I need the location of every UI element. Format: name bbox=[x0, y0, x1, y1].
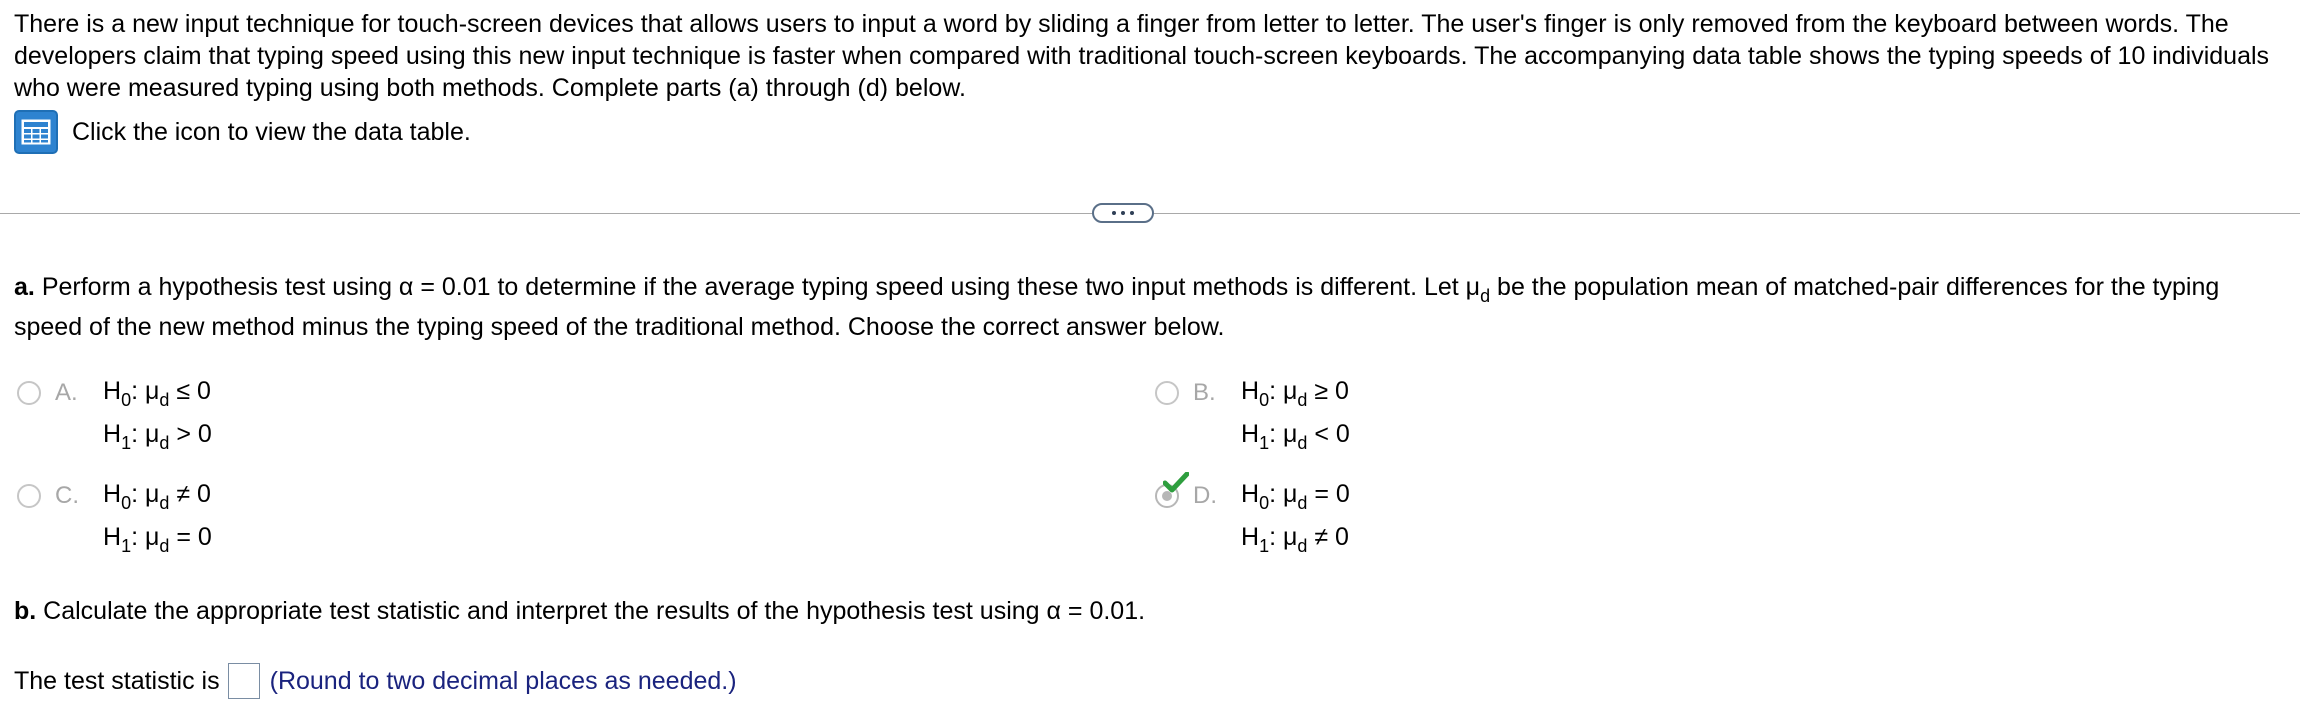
test-statistic-label: The test statistic is bbox=[14, 666, 220, 695]
expand-button[interactable] bbox=[1092, 203, 1154, 223]
data-table-link-text[interactable]: Click the icon to view the data table. bbox=[72, 117, 471, 146]
part-a-subscript: d bbox=[1480, 286, 1491, 306]
option-b-letter: B. bbox=[1193, 379, 1216, 406]
check-mark-icon bbox=[1163, 472, 1189, 494]
part-b-question bbox=[14, 592, 2284, 630]
part-b-label: b. bbox=[14, 597, 37, 625]
option-d-letter: D. bbox=[1193, 482, 1217, 509]
part-a-label: a. bbox=[14, 273, 35, 301]
table-icon[interactable] bbox=[14, 110, 58, 154]
option-b-radio[interactable] bbox=[1155, 381, 1179, 405]
option-c-null-hypothesis: $H_0$: $\mu_d \ne 0$ bbox=[103, 480, 211, 513]
part-a-text-1: Perform a hypothesis test using α = 0.01 to determine if the average typing speed using these two input methods is different. Let μ bbox=[41, 273, 1481, 301]
part-a-question bbox=[14, 268, 2284, 346]
part-b-text: Calculate the appropriate test statistic and interpret the results of the hypothesis test using α = 0.01. bbox=[43, 597, 1146, 625]
test-statistic-input[interactable] bbox=[228, 663, 260, 699]
ellipsis-icon bbox=[1112, 211, 1116, 215]
option-a-radio[interactable] bbox=[17, 381, 41, 405]
option-b-alt-hypothesis: $H_1$: $\mu_d < 0$ bbox=[1241, 420, 1350, 453]
option-a-null-hypothesis: $H_0$: $\mu_d \le 0$ bbox=[103, 377, 211, 410]
option-d-null-hypothesis: $H_0$: $\mu_d = 0$ bbox=[1241, 480, 1350, 513]
option-c-letter: C. bbox=[55, 482, 79, 509]
option-a-alt-hypothesis: $H_1$: $\mu_d > 0$ bbox=[103, 420, 212, 453]
rounding-hint: (Round to two decimal places as needed.) bbox=[269, 666, 737, 695]
option-b-null-hypothesis: $H_0$: $\mu_d \ge 0$ bbox=[1241, 377, 1349, 410]
option-c-alt-hypothesis: $H_1$: $\mu_d = 0$ bbox=[103, 523, 212, 556]
part-a-text-2: be the population mean of matched-pair differences for the typing speed of the new method minus the typing speed of the traditional method. Choose the correct answer below. bbox=[14, 273, 2220, 341]
option-a-letter: A. bbox=[55, 379, 78, 406]
data-table-link[interactable] bbox=[14, 110, 471, 154]
test-statistic-row bbox=[14, 660, 737, 702]
problem-intro: There is a new input technique for touch-screen devices that allows users to input a word by sliding a finger from letter to letter. The user's finger is only removed from the keyboard between words. The developers claim that typing speed using this new input technique is faster when compared with traditional touch-screen keyboards. The accompanying data table shows the typing speeds of 10 individuals who were measured typing using both methods. Complete parts (a) through (d) below. bbox=[14, 10, 2270, 102]
option-c-radio[interactable] bbox=[17, 484, 41, 508]
option-d-alt-hypothesis: $H_1$: $\mu_d \ne 0$ bbox=[1241, 523, 1349, 556]
